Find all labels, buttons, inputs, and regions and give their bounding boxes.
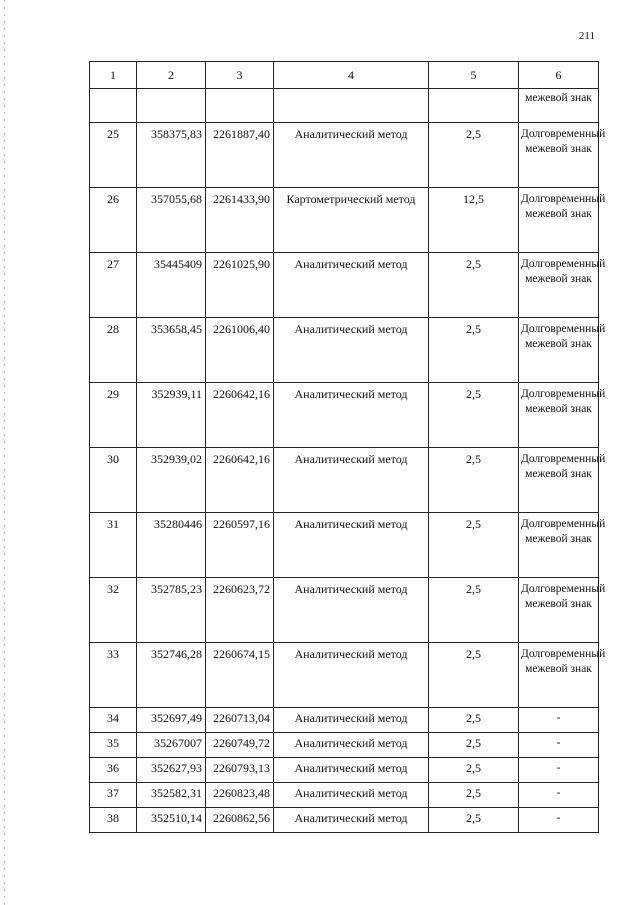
- scan-margin-line: [4, 0, 5, 905]
- accuracy-cell: 2,5: [429, 513, 519, 578]
- y-coordinate-cell: 2260823,48: [206, 783, 274, 808]
- method-cell: Аналитический метод: [274, 383, 429, 448]
- method-cell: Аналитический метод: [274, 758, 429, 783]
- point-number-cell: 35: [90, 733, 137, 758]
- accuracy-cell: 2,5: [429, 708, 519, 733]
- boundary-sign-cell: -: [519, 733, 599, 758]
- accuracy-cell: 2,5: [429, 733, 519, 758]
- accuracy-cell: 2,5: [429, 123, 519, 188]
- accuracy-cell: 2,5: [429, 448, 519, 513]
- y-coordinate-cell: 2260674,15: [206, 643, 274, 708]
- table-body: [90, 89, 606, 833]
- point-number-cell: 37: [90, 783, 137, 808]
- x-coordinate-cell: 352697,49: [137, 708, 206, 733]
- y-coordinate-cell: 2260749,72: [206, 733, 274, 758]
- point-number-cell: 31: [90, 513, 137, 578]
- x-coordinate-cell: 352939,11: [137, 383, 206, 448]
- accuracy-cell: 2,5: [429, 578, 519, 643]
- accuracy-cell: 2,5: [429, 758, 519, 783]
- boundary-sign-cell: -: [519, 808, 599, 833]
- method-cell: Аналитический метод: [274, 808, 429, 833]
- y-coordinate-cell: 2261006,40: [206, 318, 274, 383]
- table-row: [90, 708, 599, 733]
- header-col-1: 1: [90, 62, 137, 89]
- x-coordinate-cell: 35280446: [137, 513, 206, 578]
- method-cell: Аналитический метод: [274, 733, 429, 758]
- x-coordinate-cell: 352746,28: [137, 643, 206, 708]
- y-coordinate-cell: 2260597,16: [206, 513, 274, 578]
- x-coordinate-cell: 352510,14: [137, 808, 206, 833]
- table-row: [90, 89, 599, 123]
- header-col-2: 2: [137, 62, 206, 89]
- point-number-cell: 27: [90, 253, 137, 318]
- boundary-sign-cell: Долговременный межевой знак: [519, 188, 599, 253]
- x-coordinate-cell: 357055,68: [137, 188, 206, 253]
- point-number-cell: 25: [90, 123, 137, 188]
- point-number-cell: 28: [90, 318, 137, 383]
- method-cell: Аналитический метод: [274, 253, 429, 318]
- boundary-sign-cell: Долговременный межевой знак: [519, 578, 599, 643]
- boundary-sign-cell: Долговременный межевой знак: [519, 513, 599, 578]
- y-coordinate-cell: 2261887,40: [206, 123, 274, 188]
- table-row: [90, 578, 599, 643]
- point-number-cell: [90, 89, 137, 123]
- table-row: [90, 643, 599, 708]
- x-coordinate-cell: 35445409: [137, 253, 206, 318]
- boundary-points-table: [89, 61, 606, 833]
- method-cell: Аналитический метод: [274, 318, 429, 383]
- y-coordinate-cell: 2260862,56: [206, 808, 274, 833]
- point-number-cell: 26: [90, 188, 137, 253]
- point-number-cell: 32: [90, 578, 137, 643]
- page-number: 211: [578, 30, 595, 42]
- table-row: [90, 383, 599, 448]
- accuracy-cell: 2,5: [429, 383, 519, 448]
- accuracy-cell: 2,5: [429, 318, 519, 383]
- header-col-4: 4: [274, 62, 429, 89]
- method-cell: Аналитический метод: [274, 783, 429, 808]
- accuracy-cell: 2,5: [429, 643, 519, 708]
- point-number-cell: 30: [90, 448, 137, 513]
- method-cell: Картометрический метод: [274, 188, 429, 253]
- boundary-sign-cell: -: [519, 758, 599, 783]
- table-row: [90, 513, 599, 578]
- method-cell: Аналитический метод: [274, 123, 429, 188]
- point-number-cell: 33: [90, 643, 137, 708]
- table-row: [90, 733, 599, 758]
- boundary-sign-cell: Долговременный межевой знак: [519, 253, 599, 318]
- table-row: [90, 188, 599, 253]
- x-coordinate-cell: 353658,45: [137, 318, 206, 383]
- method-cell: [274, 89, 429, 123]
- x-coordinate-cell: 35267007: [137, 733, 206, 758]
- y-coordinate-cell: 2260713,04: [206, 708, 274, 733]
- y-coordinate-cell: 2261025,90: [206, 253, 274, 318]
- table-row: [90, 808, 599, 833]
- accuracy-cell: 12,5: [429, 188, 519, 253]
- x-coordinate-cell: 352939,02: [137, 448, 206, 513]
- accuracy-cell: 2,5: [429, 808, 519, 833]
- header-col-6: 6: [519, 62, 599, 89]
- y-coordinate-cell: 2260793,13: [206, 758, 274, 783]
- boundary-sign-cell: Долговременный межевой знак: [519, 123, 599, 188]
- method-cell: Аналитический метод: [274, 643, 429, 708]
- x-coordinate-cell: 352785,23: [137, 578, 206, 643]
- boundary-sign-cell: Долговременный межевой знак: [519, 318, 599, 383]
- boundary-sign-cell: -: [519, 708, 599, 733]
- boundary-sign-cell: межевой знак: [519, 89, 599, 123]
- header-col-3: 3: [206, 62, 274, 89]
- boundary-sign-cell: -: [519, 783, 599, 808]
- point-number-cell: 36: [90, 758, 137, 783]
- table-row: [90, 123, 599, 188]
- point-number-cell: 29: [90, 383, 137, 448]
- table-row: [90, 448, 599, 513]
- method-cell: Аналитический метод: [274, 513, 429, 578]
- boundary-sign-cell: Долговременный межевой знак: [519, 643, 599, 708]
- table-header-row: [90, 62, 599, 89]
- y-coordinate-cell: 2260623,72: [206, 578, 274, 643]
- table-row: [90, 318, 599, 383]
- accuracy-cell: 2,5: [429, 783, 519, 808]
- boundary-sign-cell: Долговременный межевой знак: [519, 383, 599, 448]
- x-coordinate-cell: 352582,31: [137, 783, 206, 808]
- x-coordinate-cell: 352627,93: [137, 758, 206, 783]
- header-col-5: 5: [429, 62, 519, 89]
- method-cell: Аналитический метод: [274, 578, 429, 643]
- y-coordinate-cell: 2261433,90: [206, 188, 274, 253]
- table-row: [90, 253, 599, 318]
- x-coordinate-cell: 358375,83: [137, 123, 206, 188]
- boundary-sign-cell: Долговременный межевой знак: [519, 448, 599, 513]
- y-coordinate-cell: [206, 89, 274, 123]
- x-coordinate-cell: [137, 89, 206, 123]
- point-number-cell: 34: [90, 708, 137, 733]
- point-number-cell: 38: [90, 808, 137, 833]
- method-cell: Аналитический метод: [274, 708, 429, 733]
- table-row: [90, 758, 599, 783]
- y-coordinate-cell: 2260642,16: [206, 383, 274, 448]
- y-coordinate-cell: 2260642,16: [206, 448, 274, 513]
- method-cell: Аналитический метод: [274, 448, 429, 513]
- accuracy-cell: 2,5: [429, 253, 519, 318]
- table-row: [90, 783, 599, 808]
- accuracy-cell: [429, 89, 519, 123]
